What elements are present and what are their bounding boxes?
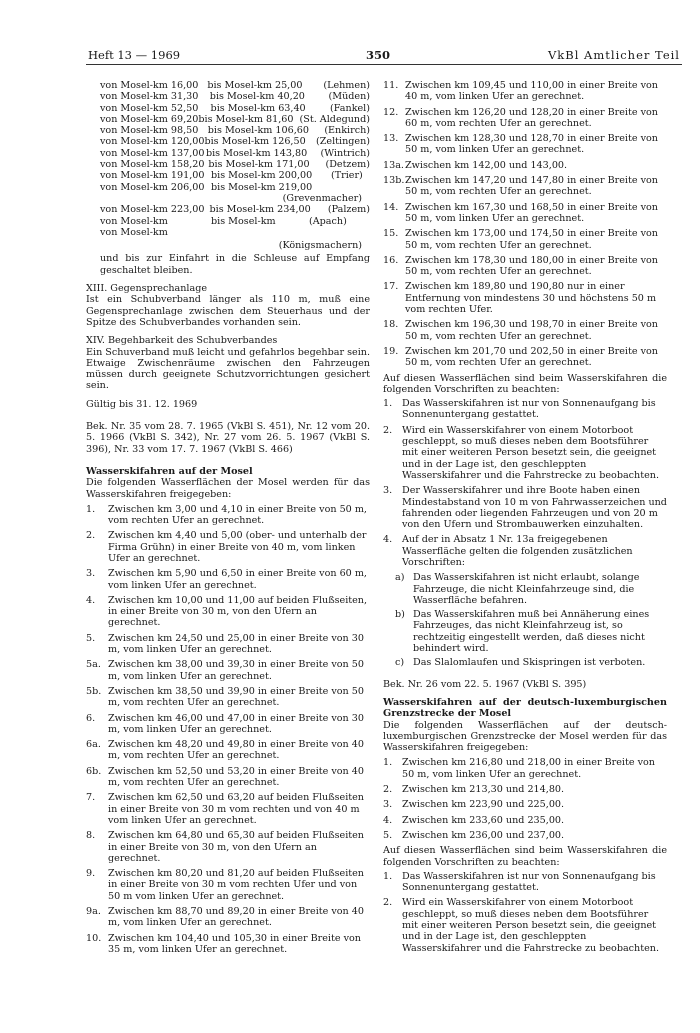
list-item: 9a. Zwischen km 88,70 und 89,20 in einer Breite von 40 m, vom linken Ufer an gerechnet. xyxy=(86,906,364,929)
km-row: von Mosel-km 223,00 bis Mosel-km 234,00 (Palzem) xyxy=(100,204,370,216)
list-item: 14. Zwischen km 167,30 und 168,50 in einer Breite von 50 m, vom linken Ufer an gerechnet. xyxy=(383,201,658,224)
page-header xyxy=(88,48,680,64)
waterski-area-list xyxy=(86,504,370,955)
list-item: 16. Zwischen km 178,30 und 180,00 in einer Breite von 50 m, vom rechten Ufer an gerechnet. xyxy=(383,254,658,278)
km-row: von Mosel-km 98,50 bis Mosel-km 106,60 (Enkirch) xyxy=(100,125,370,137)
list-item: 1. Zwischen km 216,80 und 218,00 in einer Breite von 50 m, vom linken Ufer an gerechnet. xyxy=(383,757,655,780)
rule-item: 3. Der Wasserskifahrer und ihre Boote haben einen Mindestabstand von 10 m von Fahrwasserzeichen und fahrenden oder liegenden Fahrzeugen und von 20 m von den Ufern und Strombauwerken einzuhalten. xyxy=(383,485,667,531)
list-item: 17. Zwischen km 189,80 und 190,80 nur in einer Entfernung von mindestens 30 und höchstens 50 m vom rechten Ufer. xyxy=(383,281,657,316)
list-item: 3. Zwischen km 223,90 und 225,00. xyxy=(383,799,565,811)
list-item: 5. Zwischen km 236,00 und 237,00. xyxy=(383,829,565,841)
km-row-place: (Grevenmacher) xyxy=(282,192,362,204)
km-row: von Mosel-km 191,00 bis Mosel-km 200,00 (Trier) xyxy=(100,170,363,182)
validity-note: Gültig bis 31. 12. 1969 xyxy=(86,398,198,410)
list-item: 19. Zwischen km 201,70 und 202,50 in einer Breite von 50 m, vom rechten Ufer an gerechnet. xyxy=(383,345,658,369)
list-item: 6. Zwischen km 46,00 und 47,00 in einer Breite von 30 m, vom linken Ufer an gerechnet. xyxy=(86,712,364,735)
km-tail-text: und bis zur Einfahrt in die Schleuse auf Empfang geschaltet bleiben. xyxy=(100,253,370,276)
km-row: von Mosel-km 137,00 bis Mosel-km 143,80 (Wintrich) xyxy=(100,147,370,159)
km-row: von Mosel-km bis Mosel-km (Apach) xyxy=(100,215,347,227)
list-item: 18. Zwischen km 196,30 und 198,70 in einer Breite von 50 m, vom rechten Ufer an gerechnet. xyxy=(383,319,658,342)
list-item: 13. Zwischen km 128,30 und 128,70 in einer Breite von 50 m, vom linken Ufer an gerechnet. xyxy=(383,133,658,156)
section-heading-2: Wasserskifahren auf der deutsch-luxemburgischen Grenzstrecke der Mosel xyxy=(383,696,667,720)
bek-reference: Bek. Nr. 35 vom 28. 7. 1965 (VkBl S. 451), Nr. 12 vom 20. 5. 1966 (VkBl S. 342), Nr. 27 vom 26. 5. 1967 (VkBl S. 396), Nr. 33 vom 17. 7. 1967 (VkBl S. 466) xyxy=(86,421,370,455)
section-xiii-title: XIII. Gegensprechanlage xyxy=(86,283,208,295)
issue-label: Heft 13 — 1969 xyxy=(88,48,181,62)
section-xiv-title: XIV. Begehbarkeit des Schubverbandes xyxy=(86,335,278,347)
list-item: 6b. Zwischen km 52,50 und 53,20 in einer Breite von 40 m, vom rechten Ufer an gerechnet. xyxy=(86,765,364,789)
km-row: von Mosel-km 52,50 bis Mosel-km 63,40 (Fankel) xyxy=(100,102,370,114)
list-item: 5b. Zwischen km 38,50 und 39,90 in einer Breite von 50 m, vom rechten Ufer an gerechnet. xyxy=(86,685,364,709)
section-heading: Wasserskifahren auf der Mosel xyxy=(86,465,253,477)
section-xiv-text: Ein Schuverband muß leicht und gefahrlos begehbar sein. Etwaige Zwischenräume zwischen den Fahrzeugen müssen durch geeignete Schutzvorrichtungen gesichert sein. xyxy=(86,346,370,392)
list-item: 8. Zwischen km 64,80 und 65,30 auf beiden Flußseiten in einer Breite von 30 m, von den Ufern an gerechnet. xyxy=(86,830,364,864)
km-row: von Mosel-km 16,00 bis Mosel-km 25,00 (Lehmen) xyxy=(100,80,370,91)
page-number: 350 xyxy=(366,48,391,62)
list-item: 5a. Zwischen km 38,00 und 39,30 in einer Breite von 50 m, vom linken Ufer an gerechnet. xyxy=(86,659,364,682)
list-item: 4. Zwischen km 10,00 und 11,00 auf beiden Flußseiten, in einer Breite von 30 m, von den Ufern an gerechnet. xyxy=(86,594,368,629)
rule-item: 2. Wird ein Wasserskifahrer von einem Motorboot geschleppt, so muß dieses neben dem Bootsführer mit einer weiteren Person besetzt sein, die geeignet und in der Lage ist, den geschleppten Wasserskifahrer und die Fahrstrecke zu beobachten. xyxy=(383,897,659,954)
list-item: 7. Zwischen km 62,50 und 63,20 auf beiden Flußseiten in einer Breite von 30 m vom rechten und von 40 m vom linken Ufer an gerechnet. xyxy=(86,792,364,826)
km-row: von Mosel-km 31,30 bis Mosel-km 40,20 (Müden) xyxy=(100,91,370,103)
km-row: von Mosel-km 69,20 bis Mosel-km 81,60 (St. Aldegund) xyxy=(100,113,370,125)
list-item: 5. Zwischen km 24,50 und 25,00 in einer Breite von 30 m, vom linken Ufer an gerechnet. xyxy=(86,632,364,656)
km-list xyxy=(86,80,370,182)
rules-intro-2: Auf diesen Wasserflächen sind beim Wasserskifahren die folgenden Vorschriften zu beachten: xyxy=(383,845,667,868)
list-item: 9. Zwischen km 80,20 und 81,20 auf beiden Flußseiten in einer Breite von 30 m vom rechten Ufer und von 50 m vom linken Ufer an gerechnet. xyxy=(86,868,364,902)
list-item: 2. Zwischen km 213,30 und 214,80. xyxy=(383,784,565,796)
rules-list-2 xyxy=(383,871,667,954)
list-item: 2. Zwischen km 4,40 und 5,00 (ober- und unterhalb der Firma Grühn) in einer Breite von 40 m, vom linken Ufer an gerechnet. xyxy=(86,530,367,564)
subrule-item: b) Das Wasserskifahren muß bei Annäherung eines Fahrzeuges, das nicht Kleinfahrzeug ist, so rechtzeitig eingestellt werden, daß dieses nicht behindert wird. xyxy=(395,609,650,655)
list-item: 15. Zwischen km 173,00 und 174,50 in einer Breite von 50 m, vom rechten Ufer an gerechnet. xyxy=(383,228,658,251)
rule-item: 1. Das Wasserskifahren ist nur von Sonnenaufgang bis Sonnenuntergang gestattet. xyxy=(383,870,656,894)
intro-text: Die folgenden Wasserflächen der Mosel werden für das Wasserskifahren freigegeben: xyxy=(86,477,370,500)
right-column xyxy=(383,80,667,958)
km-row: von Mosel-km xyxy=(100,226,168,238)
km-row-place: (Königsmachern) xyxy=(278,240,362,252)
list-item: 6a. Zwischen km 48,20 und 49,80 in einer Breite von 40 m, vom rechten Ufer an gerechnet. xyxy=(86,739,364,762)
list-item: 4. Zwischen km 233,60 und 235,00. xyxy=(383,814,565,826)
list-item: 11. Zwischen km 109,45 und 110,00 in einer Breite von 40 m, vom linken Ufer an gerechnet. xyxy=(383,80,658,103)
list-item: 3. Zwischen km 5,90 und 6,50 in einer Breite von 60 m, vom linken Ufer an gerechnet. xyxy=(86,568,367,591)
subrule-item: a) Das Wasserskifahren ist nicht erlaubt, solange Fahrzeuge, die nicht Kleinfahrzeuge sind, die Wasserfläche befahren. xyxy=(395,572,640,606)
list-item: 12. Zwischen km 126,20 und 128,20 in einer Breite von 60 m, vom rechten Ufer an gerechnet. xyxy=(383,106,658,129)
section-xiii-text: Ist ein Schubverband länger als 110 m, muß eine Gegensprechanlage zwischen dem Steuerhaus und der Spitze des Schubverbandes vorhanden sein. xyxy=(86,294,370,328)
list-item: 1. Zwischen km 3,00 und 4,10 in einer Breite von 50 m, vom rechten Ufer an gerechnet. xyxy=(86,503,367,527)
waterski-area-list-cont xyxy=(383,80,667,369)
list-item: 13a. Zwischen km 142,00 und 143,00. xyxy=(383,159,568,171)
header-rule xyxy=(86,64,682,65)
subrule-item: c) Das Slalomlaufen und Skispringen ist verboten. xyxy=(395,657,646,669)
rule-item: 1. Das Wasserskifahren ist nur von Sonnenaufgang bis Sonnenuntergang gestattet. xyxy=(383,398,656,421)
list-item: 10. Zwischen km 104,40 und 105,30 in einer Breite von 35 m, vom linken Ufer an gerechnet. xyxy=(86,932,361,955)
rule-item: 4. Auf der in Absatz 1 Nr. 13a freigegebenen Wasserfläche gelten die folgenden zusätzlichen Vorschriften: xyxy=(383,534,633,568)
rule-item: 2. Wird ein Wasserskifahrer von einem Motorboot geschleppt, so muß dieses neben dem Bootsführer mit einer weiteren Person besetzt sein, die geeignet und in der Lage ist, den geschleppten Wasserskifahrer und die Fahrstrecke zu beobachten. xyxy=(383,424,659,481)
left-column xyxy=(86,80,370,959)
rules-list xyxy=(383,398,667,568)
km-row: von Mosel-km 158,20 bis Mosel-km 171,00 (Detzem) xyxy=(100,159,370,171)
intro-text-2: Die folgenden Wasserflächen auf der deutsch-luxemburgischen Grenzstrecke der Mosel werden für das Wasserskifahren freigegeben: xyxy=(383,719,667,754)
bek-reference-2: Bek. Nr. 26 vom 22. 5. 1967 (VkBl S. 395) xyxy=(383,678,587,690)
border-area-list xyxy=(383,757,667,841)
km-row: von Mosel-km 120,00 bis Mosel-km 126,50 (Zeltingen) xyxy=(100,136,370,148)
subrules-list xyxy=(383,572,667,668)
journal-title: VkBl Amtlicher Teil xyxy=(548,48,680,62)
list-item: 13b. Zwischen km 147,20 und 147,80 in einer Breite von 50 m, vom rechten Ufer an gerechnet. xyxy=(383,175,658,198)
km-row: von Mosel-km 206,00 bis Mosel-km 219,00 xyxy=(100,181,313,193)
rules-intro: Auf diesen Wasserflächen sind beim Wasserskifahren die folgenden Vorschriften zu beachten: xyxy=(383,372,667,395)
